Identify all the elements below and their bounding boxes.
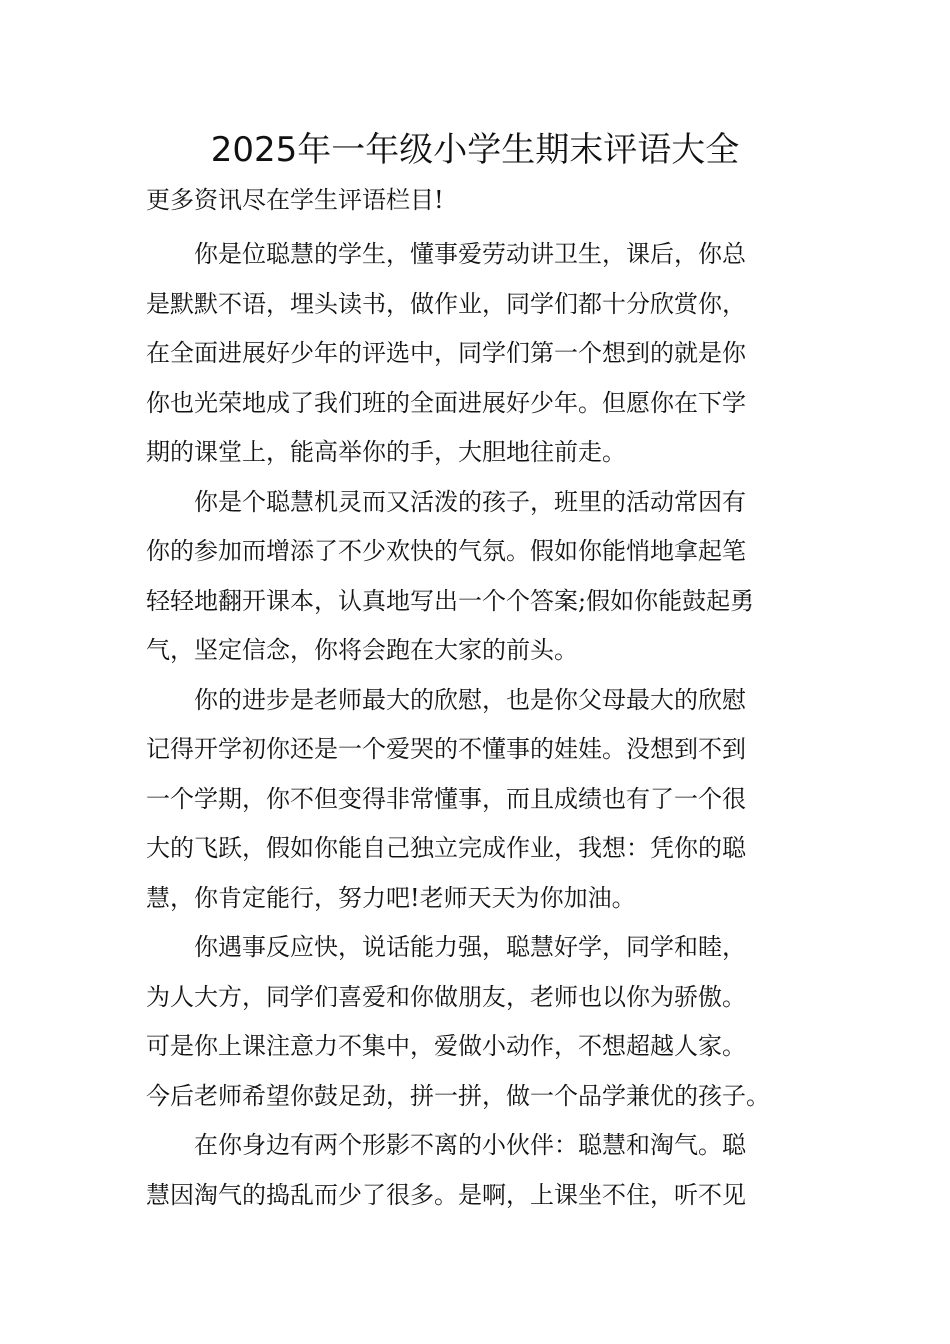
text-line: 是默默不语，埋头读书，做作业，同学们都十分欣赏你， [146, 289, 746, 318]
text-line: 轻轻地翻开课本，认真地写出一个个答案;假如你能鼓起勇 [146, 586, 755, 615]
paragraph [146, 230, 816, 478]
text-line: 你是位聪慧的学生，懂事爱劳动讲卫生，课后，你总 [194, 240, 746, 268]
text-line: 一个学期，你不但变得非常懂事，而且成绩也有了一个很 [146, 784, 746, 813]
text-line: 你也光荣地成了我们班的全面进展好少年。但愿你在下学 [146, 388, 746, 417]
text-line: 在全面进展好少年的评选中，同学们第一个想到的就是你 [146, 339, 746, 367]
text-line: 在你身边有两个形影不离的小伙伴：聪慧和淘气。聪 [194, 1131, 746, 1159]
text-line: 记得开学初你还是一个爱哭的不懂事的娃娃。没想到不到 [146, 735, 746, 763]
text-line: 你遇事反应快，说话能力强，聪慧好学，同学和睦， [194, 933, 746, 961]
text-line: 可是你上课注意力不集中，爱做小动作，不想超越人家。 [146, 1032, 746, 1060]
text-line: 气，坚定信念，你将会跑在大家的前头。 [146, 636, 578, 664]
text-line: 你是个聪慧机灵而又活泼的孩子，班里的活动常因有 [194, 487, 746, 516]
paragraph [146, 478, 816, 676]
text-line: 今后老师希望你鼓足劲，拼一拼，做一个品学兼优的孩子。 [146, 1081, 770, 1110]
text-line: 期的课堂上，能高举你的手，大胆地往前走。 [146, 438, 626, 466]
document-body [146, 230, 816, 1220]
text-line: 慧因淘气的捣乱而少了很多。是啊，上课坐不住，听不见 [146, 1180, 746, 1209]
text-line: 你的进步是老师最大的欣慰，也是你父母最大的欣慰 [194, 685, 746, 714]
paragraph [146, 923, 816, 1121]
text-line: 慧，你肯定能行，努力吧!老师天天为你加油。 [146, 883, 636, 912]
text-line: 你的参加而增添了不少欢快的气氛。假如你能悄地拿起笔 [146, 537, 746, 565]
paragraph [146, 676, 816, 924]
paragraph [146, 1121, 816, 1220]
document-subtitle: 更多资讯尽在学生评语栏目! [146, 186, 444, 214]
text-line: 大的飞跃，假如你能自己独立完成作业，我想：凭你的聪 [146, 834, 746, 862]
text-line: 为人大方，同学们喜爱和你做朋友，老师也以你为骄傲。 [146, 982, 746, 1011]
document-title: 2025年一年级小学生期末评语大全 [210, 130, 740, 170]
